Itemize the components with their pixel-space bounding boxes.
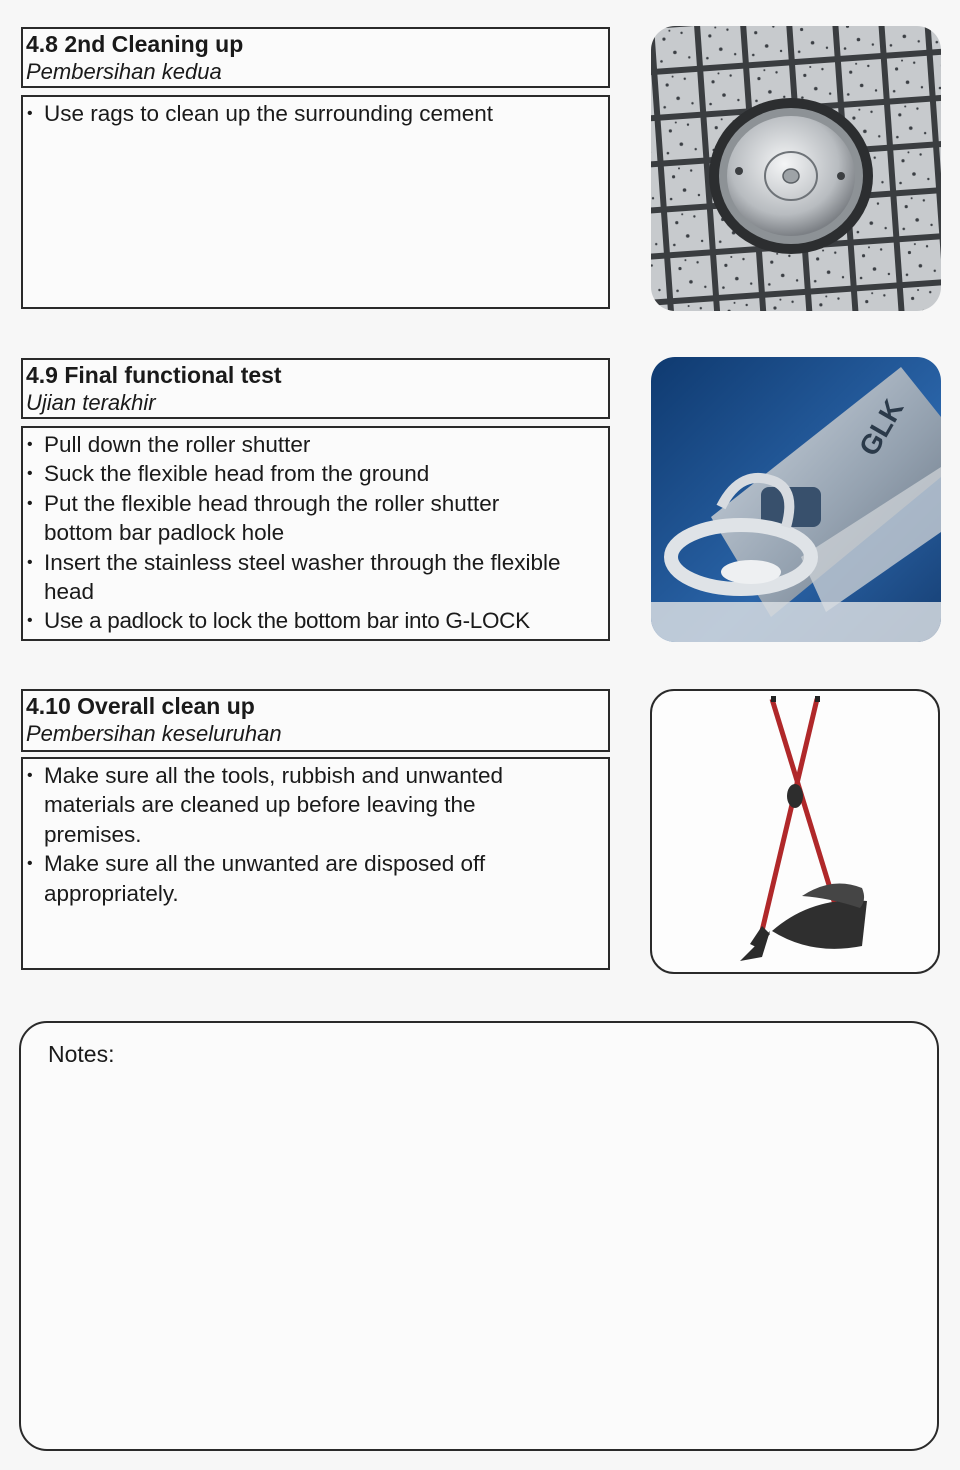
bullet-item: • Put the flexible head through the roller shutter bottom bar padlock hole <box>27 489 604 548</box>
section-title: 4.9 Final functional test <box>26 362 282 388</box>
bullet-item: • Use a padlock to lock the bottom bar into G-LOCK <box>27 606 604 635</box>
bullet-item: • Use rags to clean up the surrounding cement <box>27 99 604 128</box>
section-4-10-body <box>21 757 610 970</box>
section-4-9-header <box>21 358 610 419</box>
section-subtitle: Pembersihan kedua <box>26 59 222 84</box>
notes-label: Notes: <box>48 1041 115 1067</box>
section-4-10-header <box>21 689 610 752</box>
section-subtitle: Ujian terakhir <box>26 390 156 415</box>
floor-socket-icon <box>651 26 941 311</box>
broom-dustpan-icon <box>650 689 940 974</box>
photo-label: GLK <box>853 394 910 461</box>
section-4-9-body <box>21 426 610 641</box>
bullet-item: • Make sure all the tools, rubbish and unwanted materials are cleaned up before leaving the premises. <box>27 761 604 849</box>
section-title: 4.8 2nd Cleaning up <box>26 31 244 57</box>
bullet-item: • Insert the stainless steel washer through the flexible head <box>27 548 604 607</box>
notes-box[interactable] <box>19 1021 939 1451</box>
section-subtitle: Pembersihan keseluruhan <box>26 721 282 746</box>
section-4-8-body <box>21 95 610 309</box>
section-4-8-header <box>21 27 610 88</box>
bullet-item: • Suck the flexible head from the ground <box>27 459 604 488</box>
bullet-item: • Pull down the roller shutter <box>27 430 604 459</box>
bullet-item: • Make sure all the unwanted are disposed off appropriately. <box>27 849 604 908</box>
g-lock-padlock-icon <box>651 357 941 642</box>
section-title: 4.10 Overall clean up <box>26 693 255 719</box>
